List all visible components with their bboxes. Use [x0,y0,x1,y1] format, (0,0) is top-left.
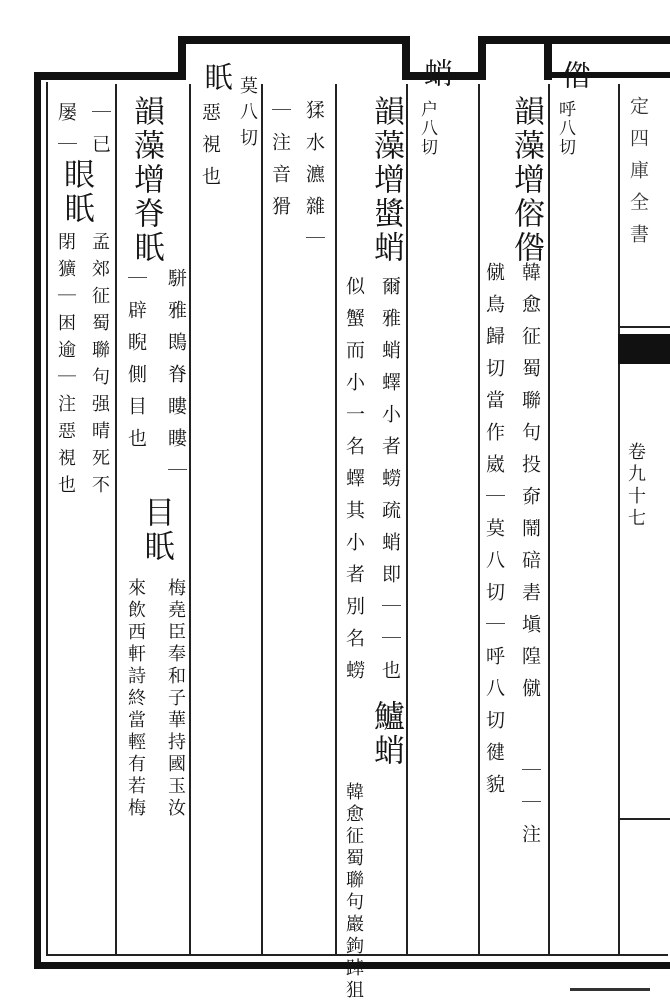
column-rule [618,84,620,954]
entry-head-note: 莫八切 [237,76,258,154]
top-border-segment [178,36,406,44]
top-border-segment [34,72,182,80]
top-border-segment [544,36,670,44]
entry-line: 鱸蛸 [368,700,404,768]
bottom-edge-mark [570,988,650,991]
entry-line: 眼眂 [58,158,94,226]
entry-head-note: 户八切 [417,100,437,157]
entry-line: 猱水瀌雜｜ [303,100,325,260]
margin-tick [618,326,670,328]
column-rule [261,84,263,954]
entry-line: 屡｜ [55,102,77,166]
entry-line: 孟郊征蜀聯句强晴死不 [89,232,110,502]
entry-line: 惡視也 [199,102,221,198]
entry-line: 韓愈征蜀聯句投奅鬧碚砉塡隍僦 [519,262,541,710]
edge-fragment: 定四庫全書 [627,96,649,256]
entry-line: ｜已 [89,102,111,166]
entry-line: 來飲西軒詩終當輕有若梅 [125,578,146,820]
entry-head-char: 偺 [558,60,592,89]
entry-head-note: 呼八切 [555,100,575,157]
entry-line: 韻藻增脊眂 [128,95,164,265]
column-rule [335,84,337,954]
column-rule [478,84,480,954]
entry-line: 韓愈征蜀聯句巖鉤踔狙 [343,782,364,1002]
entry-line: 韻藻增傛偺 [508,95,544,265]
entry-line: 駢雅鵖脊瞜瞜｜ [165,268,187,492]
entry-line: 爾雅蛸蠌小者蟧疏蛸即｜｜也 [379,276,401,692]
entry-line: 韻藻增螿蛸 [368,95,404,265]
entry-line: 似蟹而小一名蠌其小者別名蟧 [343,276,365,692]
entry-line: 目眂 [138,496,174,564]
column-rule [189,84,191,954]
margin-tick [618,818,670,820]
column-rule [115,84,117,954]
column-rule [406,84,408,954]
top-border-segment [478,36,548,44]
entry-line: ｜辟睨側目也 [125,268,147,460]
entry-line: 僦鳥歸切當作崴｜莫八切｜呼八切徤貌 [483,262,505,806]
entry-line: ｜注音猾 [269,100,291,228]
entry-line: 閉獷｜困逾｜注惡視也 [55,232,76,502]
entry-line: ｜｜注 [519,760,541,856]
entry-head-char: 蛸 [420,58,454,87]
volume-label: 卷九十七 [625,442,646,530]
entry-line: 梅堯臣奉和子華持國玉汝 [165,578,186,820]
fishtail-marker [618,334,670,364]
column-rule [548,84,550,954]
entry-head-char: 眂 [200,62,234,91]
